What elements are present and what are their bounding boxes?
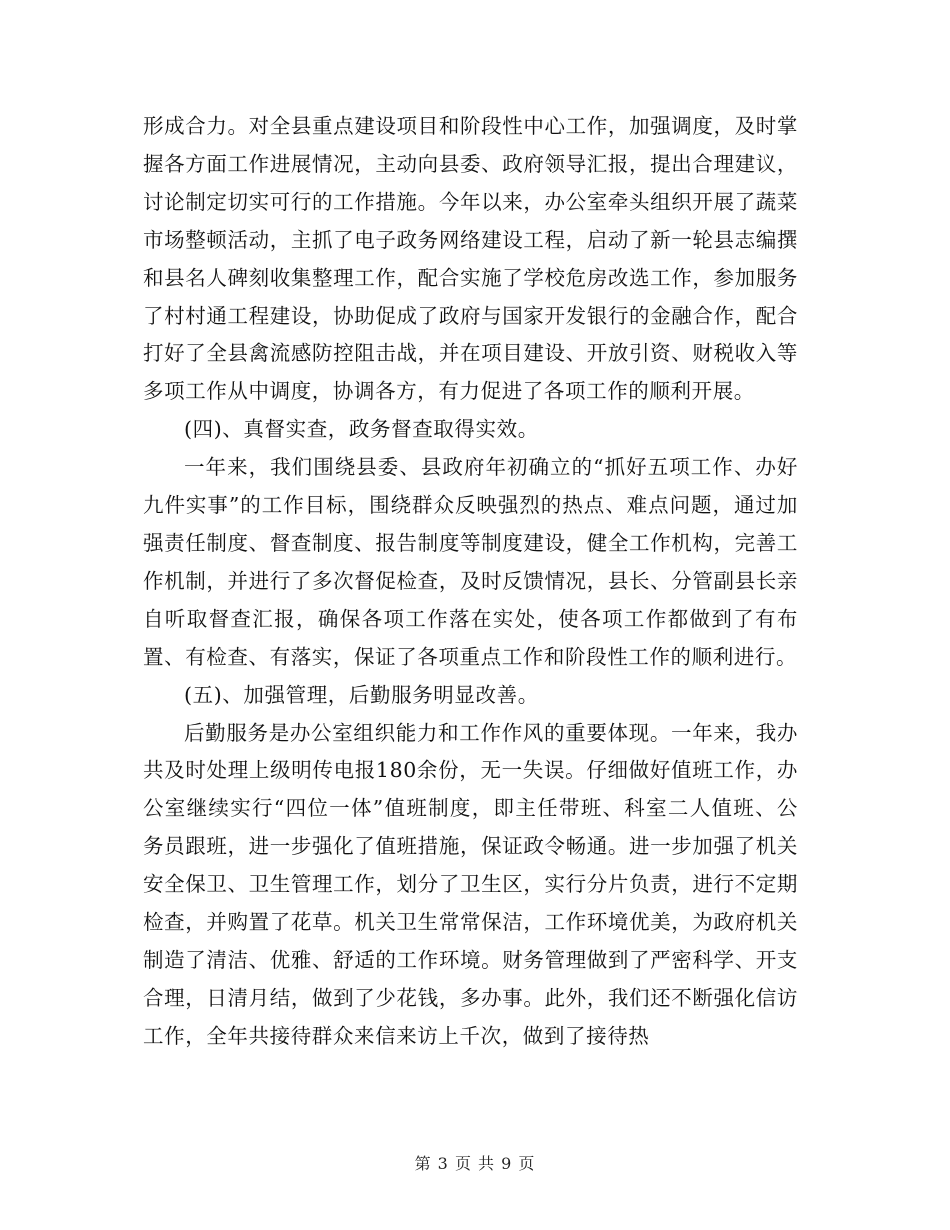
paragraph-continuation: 形成合力。对全县重点建设项目和阶段性中心工作，加强调度，及时掌握各方面工作进展情况，主动向县委、政府领导汇报，提出合理建议，讨论制定切实可行的工作措施。今年以来，办公室牵头组织开展了蔬菜市场整顿活动，主抓了电子政务网络建设工程，启动了新一轮县志编撰和县名人碑刻收集整理工作，配合实施了学校危房改选工作，参加服务了村村通工程建设，协助促成了政府与国家开发银行的金融合作，配合打好了全县禽流感防控阻击战，并在项目建设、开放引资、财税收入等多项工作从中调度，协调各方，有力促进了各项工作的顺利开展。 — [143, 114, 798, 404]
section-heading-4: (四)、真督实查，政务督查取得实效。 — [184, 417, 539, 442]
page-number-footer: 第 3 页 共 9 页 — [414, 1154, 536, 1173]
document-body — [143, 108, 798, 1056]
section-heading-5: (五)、加强管理，后勤服务明显改善。 — [184, 682, 539, 707]
paragraph-logistics: 后勤服务是办公室组织能力和工作作风的重要体现。一年来，我办共及时处理上级明传电报180余份，无一失误。仔细做好值班工作，办公室继续实行“四位一体”值班制度，即主任带班、科室二人值班、公务员跟班，进一步强化了值班措施，保证政令畅通。进一步加强了机关安全保卫、卫生管理工作，划分了卫生区，实行分片负责，进行不定期检查，并购置了花草。机关卫生常常保洁，工作环境优美，为政府机关制造了清洁、优雅、舒适的工作环境。财务管理做到了严密科学、开支合理，日清月结，做到了少花钱，多办事。此外，我们还不断强化信访工作，全年共接待群众来信来访上千次，做到了接待热 — [143, 720, 798, 1048]
paragraph-supervision: 一年来，我们围绕县委、县政府年初确立的“抓好五项工作、办好九件实事”的工作目标，围绕群众反映强烈的热点、难点问题，通过加强责任制度、督查制度、报告制度等制度建设，健全工作机构，完善工作机制，并进行了多次督促检查，及时反馈情况，县长、分管副县长亲自听取督查汇报，确保各项工作落在实处，使各项工作都做到了有布置、有检查、有落实，保证了各项重点工作和阶段性工作的顺利进行。 — [143, 455, 798, 669]
